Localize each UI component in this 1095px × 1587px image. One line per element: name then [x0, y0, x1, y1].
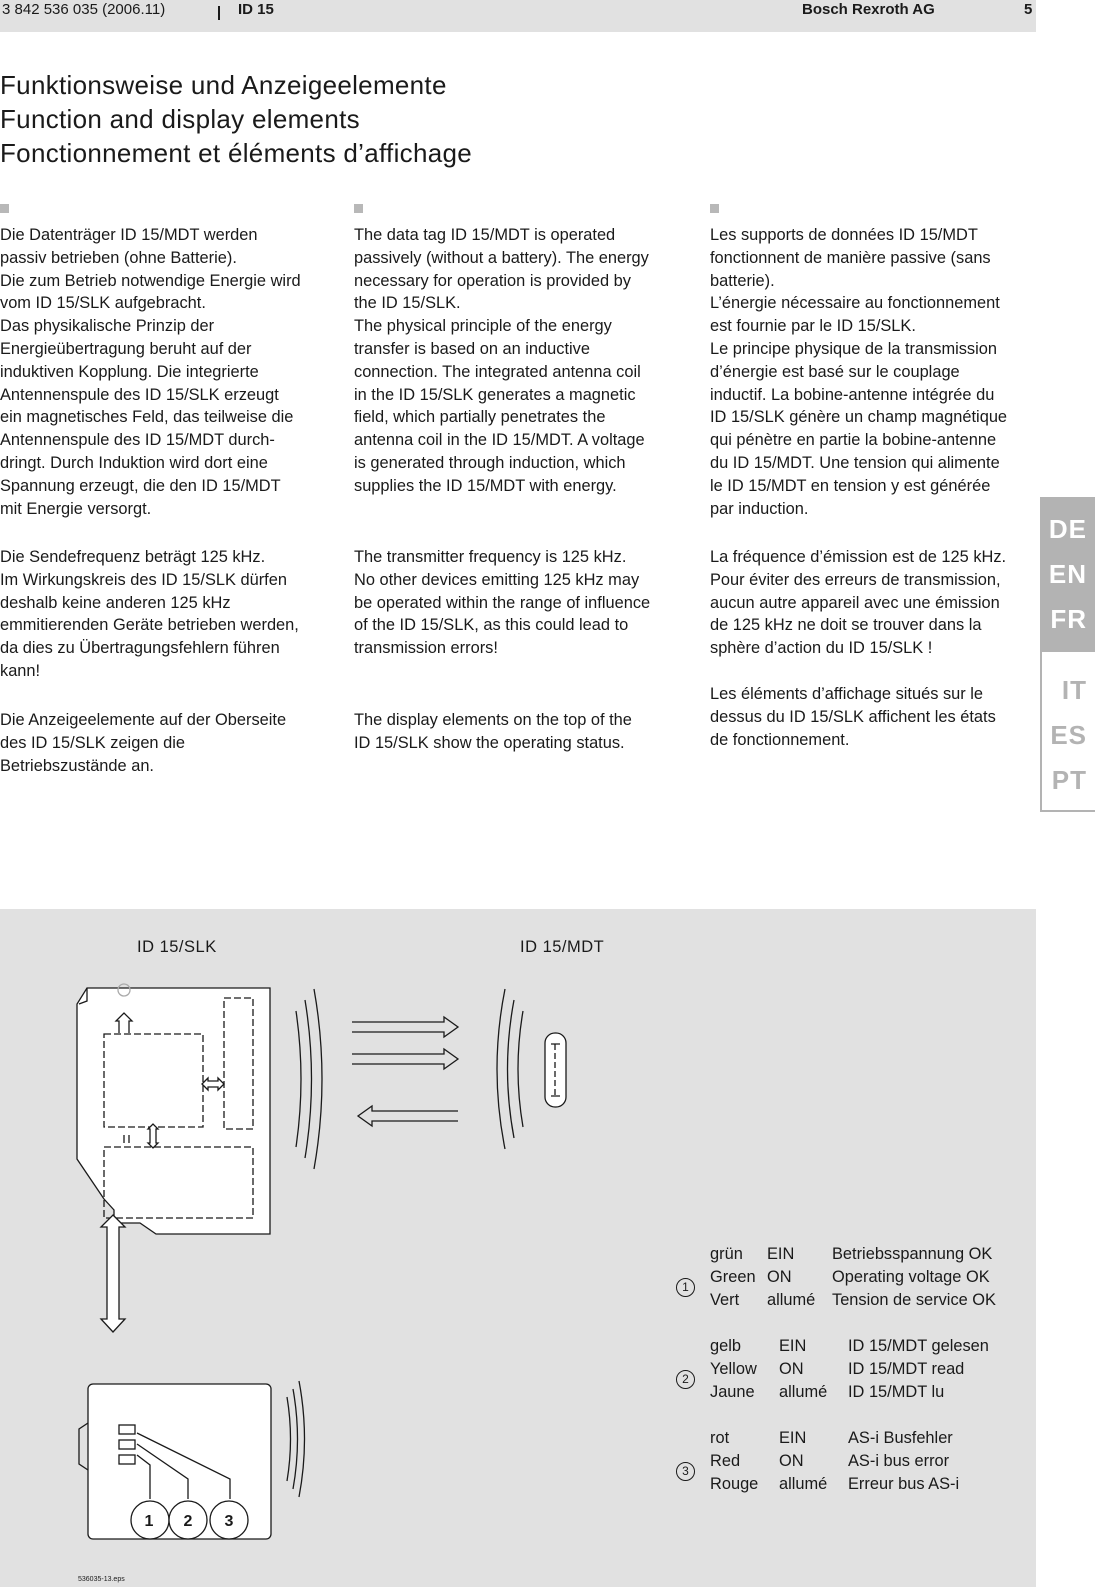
slk-field-waves [296, 989, 322, 1169]
legend-color: Rouge [710, 1475, 759, 1493]
number-2: 2 [183, 1513, 193, 1530]
legend-state: allumé [767, 1291, 816, 1309]
title-en: Function and display elements [0, 104, 360, 134]
legend-color: Red [710, 1452, 741, 1470]
section-bullet [0, 204, 9, 213]
mdt-field-waves [497, 989, 523, 1149]
bus-arrow-icon [101, 1215, 125, 1332]
legend-meaning: Betriebsspannung OK [832, 1245, 993, 1263]
section-bullet [710, 204, 719, 213]
legend-meaning: Operating voltage OK [832, 1268, 990, 1286]
language-tabs [1040, 497, 1095, 812]
en-paragraph-2: The transmitter frequency is 125 kHz. No other devices emitting 125 kHz may be operated within the range of influence of the ID 15/SLK, as this could lead to transmission errors! [354, 548, 651, 658]
legend-marker-1: 1 [676, 1278, 695, 1297]
legend-color: rot [710, 1429, 730, 1447]
legend-color: Green [710, 1268, 756, 1286]
legend-meaning: AS-i bus error [848, 1452, 950, 1470]
double-arrow-icon [148, 1124, 158, 1148]
column-en [354, 204, 684, 752]
side-view-field-waves [287, 1381, 305, 1497]
company-name: Bosch Rexroth AG [802, 1, 935, 18]
legend-color: grün [710, 1245, 743, 1263]
language-group-inactive [1040, 652, 1095, 812]
legend-state: ON [779, 1360, 804, 1378]
legend-color: Jaune [710, 1383, 755, 1401]
fr-paragraph-3: Les éléments d’affichage situés sur le dessus du ID 15/SLK affichent les états de fonctionnement. [710, 685, 996, 749]
lang-tab-es[interactable]: ES [1050, 720, 1087, 750]
section-bullet [354, 204, 363, 213]
page-title [0, 68, 472, 170]
legend-meaning: ID 15/MDT lu [848, 1383, 945, 1401]
column-de [0, 204, 330, 775]
lang-tab-pt[interactable]: PT [1051, 765, 1087, 795]
legend-state: EIN [767, 1245, 795, 1263]
page-number: 5 [1024, 1, 1033, 18]
legend-meaning: AS-i Busfehler [848, 1429, 953, 1447]
number-3: 3 [224, 1513, 234, 1530]
legend-state: ON [779, 1452, 804, 1470]
legend-meaning: Tension de service OK [832, 1291, 996, 1309]
legend-state: allumé [779, 1475, 828, 1493]
lang-tab-de[interactable]: DE [1048, 514, 1087, 544]
en-paragraph-3: The display elements on the top of the ID 15/SLK show the operating status. [354, 711, 632, 752]
legend-color: Vert [710, 1291, 740, 1309]
number-1: 1 [144, 1513, 154, 1530]
legend-color: gelb [710, 1337, 741, 1355]
legend-state: EIN [779, 1337, 807, 1355]
diagram-panel [0, 909, 1036, 1587]
fr-paragraph-2: La fréquence d’émission est de 125 kHz. Pour éviter des erreurs de transmission, aucun autre appareil avec une émission de 125 kHz ne doit se trouver dans la sphère d’action du ID 15/SLK ! [710, 548, 1007, 658]
de-paragraph-1: Die Datenträger ID 15/MDT werden passiv betrieben (ohne Batterie). Die zum Betrieb notwendige Energie wird vom ID 15/SLK aufgebracht. Das physikalische Prinzip der Energieübertragung beruht auf der induktiven Kopplung. Die integrierte Antennenspule des ID 15/SLK erzeugt ein magnetisches Feld, das teilweise die Antennenspule des ID 15/MDT durch- dringt. Durch Induktion wird dort eine Spannung erzeugt, die den ID 15/MDT mit Energie versorgt. [0, 226, 301, 518]
product-name: ID 15 [238, 1, 274, 18]
header-separator [218, 6, 220, 20]
de-paragraph-3: Die Anzeigeelemente auf der Oberseite des ID 15/SLK zeigen die Betriebszustände an. [0, 711, 287, 775]
legend-state: EIN [779, 1429, 807, 1447]
doc-number: 3 842 536 035 (2006.11) [2, 1, 166, 18]
legend-meaning: Erreur bus AS-i [848, 1475, 960, 1493]
lang-tab-it[interactable]: IT [1061, 675, 1087, 705]
lang-tab-en[interactable]: EN [1048, 559, 1087, 589]
legend-color: Yellow [710, 1360, 757, 1378]
legend-marker-2: 2 [676, 1370, 695, 1389]
title-fr: Fonctionnement et éléments d’affichage [0, 138, 472, 168]
legend-meaning: ID 15/MDT read [848, 1360, 965, 1378]
mdt-data-tag [545, 1033, 566, 1107]
transfer-arrows [352, 1017, 458, 1126]
lang-tab-fr[interactable]: FR [1050, 604, 1087, 634]
de-paragraph-2: Die Sendefrequenz beträgt 125 kHz. Im Wirkungskreis des ID 15/SLK dürfen deshalb keine anderen 125 kHz emmitierenden Geräte betrieben werden, da dies zu Übertragungsfehlern führen kann! [0, 548, 299, 680]
slk-label: ID 15/SLK [137, 938, 217, 956]
language-group-active [1040, 497, 1095, 652]
file-reference: 536035-13.eps [78, 1576, 125, 1583]
fr-paragraph-1: Les supports de données ID 15/MDT fonctionnent de manière passive (sans batterie). L’énergie nécessaire au fonctionnement est fournie par le ID 15/SLK. Le principe physique de la transmission d’énergie est basé sur le couplage inductif. La bobine-antenne intégrée du ID 15/SLK génère un champ magnétique qui pénètre en partie la bobine-antenne du ID 15/MDT. Une tension qui alimente le ID 15/MDT en tension y est générée par induction. [710, 226, 1008, 518]
legend-meaning: ID 15/MDT gelesen [848, 1337, 989, 1355]
column-fr [710, 204, 1040, 749]
legend-state: allumé [779, 1383, 828, 1401]
mdt-label: ID 15/MDT [520, 938, 605, 956]
title-de: Funktionsweise und Anzeigeelemente [0, 70, 447, 100]
led-legend [676, 1243, 1021, 1523]
slk-housing [77, 984, 270, 1234]
page-header [0, 0, 1036, 32]
legend-state: ON [767, 1268, 792, 1286]
legend-marker-3: 3 [676, 1462, 695, 1481]
en-paragraph-1: The data tag ID 15/MDT is operated passively (without a battery). The energy necessary for operation is provided by the ID 15/SLK. The physical principle of the energy transfer is based on an inductive connection. The integrated antenna coil in the ID 15/SLK generates a magnetic field, which partially penetrates the antenna coil in the ID 15/MDT. A voltage is generated through induction, which supplies the ID 15/MDT with energy. [354, 226, 649, 495]
